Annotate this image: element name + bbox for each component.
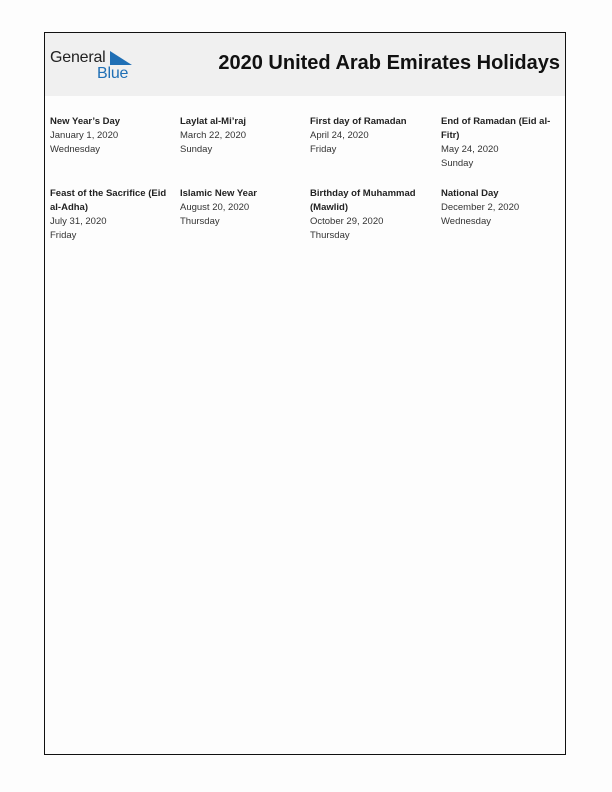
holiday-name: Feast of the Sacrifice (Eid al-Adha): [50, 188, 167, 213]
holiday-item: [50, 115, 180, 187]
page-frame: [44, 32, 566, 755]
holiday-item: [180, 115, 310, 187]
holiday-weekday: Wednesday: [50, 144, 100, 155]
holiday-item: [441, 115, 567, 187]
holiday-name: End of Ramadan (Eid al-Fitr): [441, 116, 551, 141]
header-band: [45, 33, 565, 96]
holiday-name: Islamic New Year: [180, 188, 257, 199]
holiday-weekday: Thursday: [180, 216, 220, 227]
holiday-date: August 20, 2020: [180, 202, 250, 213]
holiday-name: National Day: [441, 188, 499, 199]
holiday-item: [310, 187, 441, 259]
generalblue-logo: [50, 49, 140, 83]
holiday-date: December 2, 2020: [441, 202, 520, 213]
holiday-item: [180, 187, 310, 259]
holiday-item: [441, 187, 567, 259]
holiday-name: First day of Ramadan: [310, 116, 407, 127]
holiday-item: [310, 115, 441, 187]
holiday-name: Laylat al-Mi’raj: [180, 116, 246, 127]
logo-blue-text: Blue: [97, 65, 129, 82]
holiday-date: October 29, 2020: [310, 216, 384, 227]
holiday-name: New Year’s Day: [50, 116, 121, 127]
holiday-date: March 22, 2020: [180, 130, 247, 141]
holiday-grid: [50, 115, 570, 259]
holiday-weekday: Sunday: [441, 158, 474, 169]
holiday-date: May 24, 2020: [441, 144, 499, 155]
holiday-name: Birthday of Muhammad (Mawlid): [310, 188, 416, 213]
holiday-weekday: Wednesday: [441, 216, 491, 227]
logo-general-text: General: [50, 49, 106, 66]
holiday-weekday: Thursday: [310, 230, 350, 241]
page-title: 2020 United Arab Emirates Holidays: [218, 52, 560, 74]
holiday-date: April 24, 2020: [310, 130, 369, 141]
holiday-weekday: Sunday: [180, 144, 213, 155]
holiday-item: [50, 187, 180, 259]
holiday-date: July 31, 2020: [50, 216, 107, 227]
holiday-date: January 1, 2020: [50, 130, 119, 141]
holiday-weekday: Friday: [50, 230, 77, 241]
holiday-weekday: Friday: [310, 144, 337, 155]
